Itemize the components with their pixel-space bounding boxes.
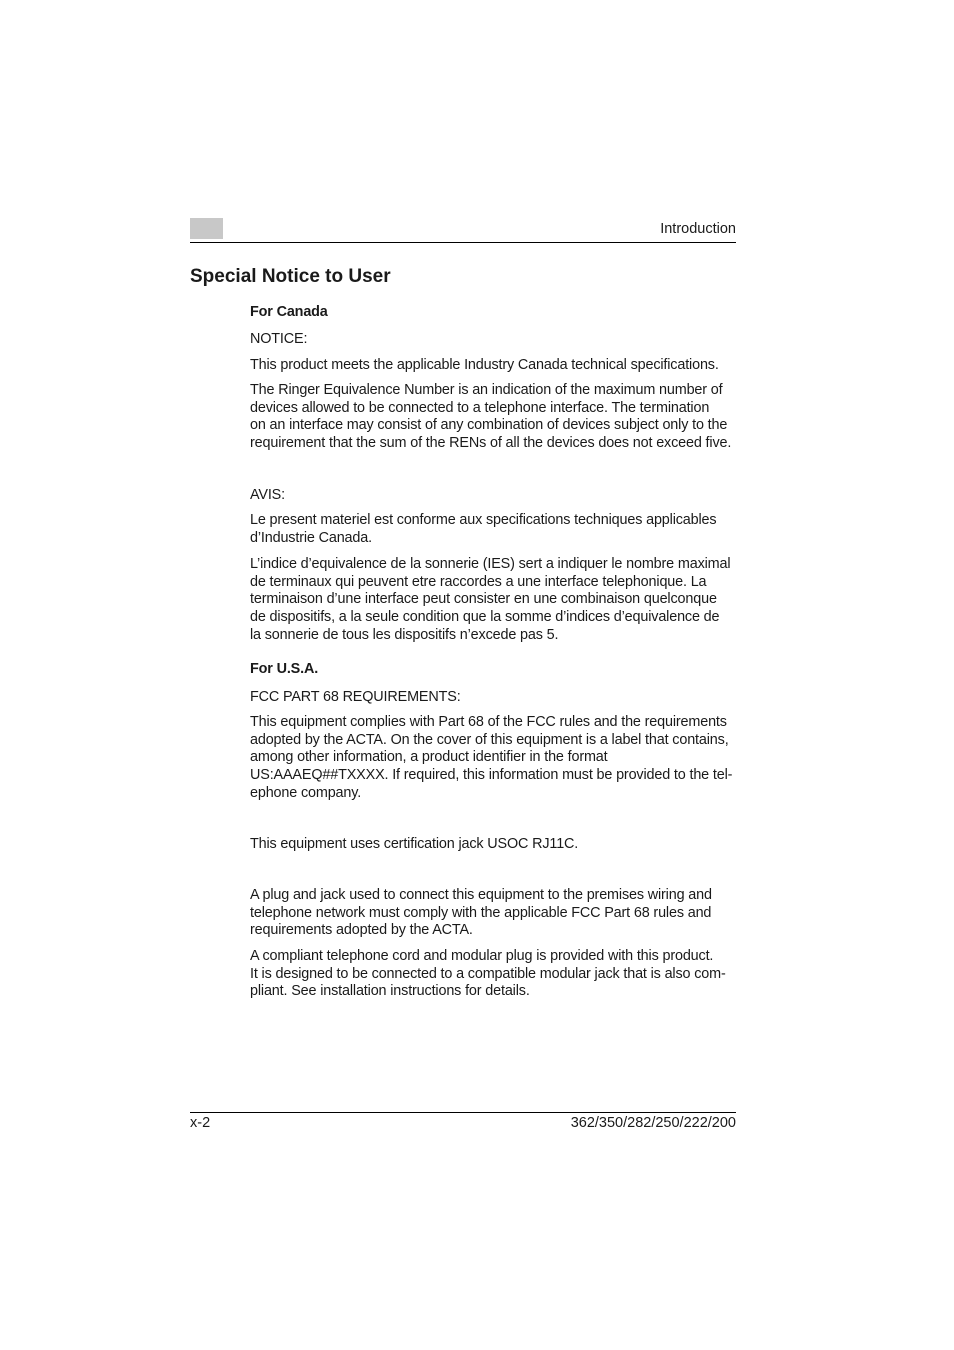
usa-heading: For U.S.A.: [250, 661, 319, 677]
usa-fcc-paragraph-4: A compliant telephone cord and modular plug is provided with this product. It is designed to be connected to a compatible modular jack that is also com- pliant. See installation instructions for details.: [250, 948, 726, 1000]
usa-fcc-paragraph-1: This equipment complies with Part 68 of the FCC rules and the requirements adopted by the ACTA. On the cover of this equipment is a label that contains, among other information, a product identifier in the format US:AAAEQ##TXXXX. If required, this information must be provided to the tel- ephone company.: [250, 714, 733, 801]
usa-fcc-paragraph-3: A plug and jack used to connect this equipment to the premises wiring and telephone network must comply with the applicable FCC Part 68 rules and requirements adopted by the ACTA.: [250, 887, 712, 939]
usa-fcc-paragraph-2: This equipment uses certification jack USOC RJ11C.: [250, 836, 579, 852]
usa-fcc-label: FCC PART 68 REQUIREMENTS:: [250, 689, 461, 705]
canada-avis-paragraph-2: L’indice d’equivalence de la sonnerie (IES) sert a indiquer le nombre maximal de terminaux qui peuvent etre raccordes a une interface telephonique. La terminaison d’une interface peut consister en une combinaison quelconque de dispositifs, a la seule condition que la somme d’indices d’equivalence de la sonnerie de tous les dispositifs n’excede pas 5.: [250, 556, 731, 643]
canada-heading: For Canada: [250, 304, 328, 320]
footer-divider: [190, 1112, 736, 1113]
canada-notice-label: NOTICE:: [250, 331, 308, 347]
page-number: x-2: [190, 1115, 211, 1131]
page-title: Special Notice to User: [190, 266, 391, 287]
canada-avis-label: AVIS:: [250, 487, 285, 503]
header-section-title: Introduction: [660, 221, 736, 237]
canada-avis-paragraph-1: Le present materiel est conforme aux specifications techniques applicables d’Industrie Canada.: [250, 512, 717, 546]
header-divider: [190, 242, 736, 243]
canada-notice-paragraph-2: The Ringer Equivalence Number is an indication of the maximum number of devices allowed to be connected to a telephone interface. The termination on an interface may consist of any combination of devices subject only to the requirement that the sum of the RENs of all the devices does not exceed five.: [250, 382, 732, 452]
canada-notice-paragraph-1: This product meets the applicable Industry Canada technical specifications.: [250, 357, 719, 373]
model-numbers: 362/350/282/250/222/200: [570, 1115, 736, 1131]
header-tab-marker: [190, 218, 223, 239]
